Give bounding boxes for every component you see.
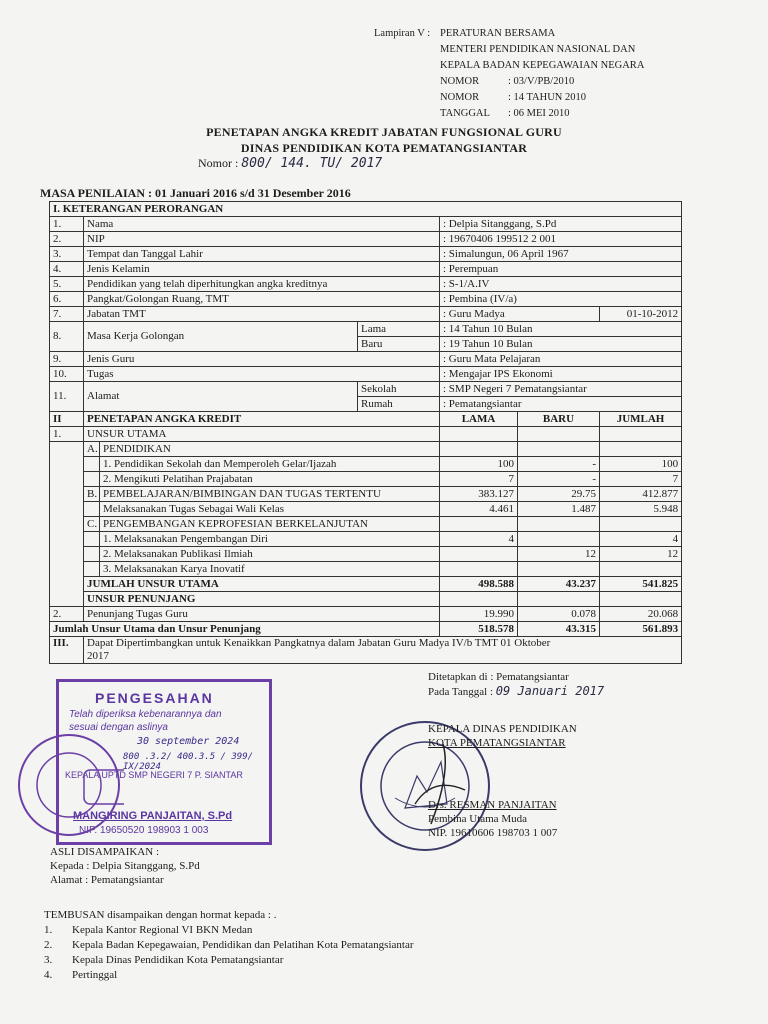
value-lama: 100 xyxy=(440,457,518,472)
value-baru xyxy=(518,532,600,547)
ref-value: : 03/V/PB/2010 xyxy=(508,76,575,87)
sub-label: Sekolah xyxy=(358,382,440,397)
value-baru: - xyxy=(518,472,600,487)
row-value: : 14 Tahun 10 Bulan xyxy=(440,322,682,337)
signer-nip: NIP. 19610606 198703 1 007 xyxy=(428,827,558,839)
column-header-lama: LAMA xyxy=(440,412,518,427)
table-row xyxy=(50,607,682,622)
ref-value: : 14 TAHUN 2010 xyxy=(508,92,587,103)
section-number: III. xyxy=(50,637,84,664)
lampiran-header xyxy=(374,26,644,122)
table-row xyxy=(50,262,682,277)
row-label: 1. Pendidikan Sekolah dan Memperoleh Gelar/Ijazah xyxy=(100,457,440,472)
signer-name: Drs. RESMAN PANJAITAN xyxy=(428,799,557,811)
ref-label: NOMOR xyxy=(440,76,480,87)
pengesahan-number-handwritten: 800 .3.2/ 400.3.5 / 399/ IX/2024 xyxy=(123,752,254,772)
row-number: 8. xyxy=(50,322,84,352)
value-baru: 29.75 xyxy=(518,487,600,502)
value-lama: 383.127 xyxy=(440,487,518,502)
table-row xyxy=(50,412,682,427)
lampiran-line: MENTERI PENDIDIKAN NASIONAL DAN xyxy=(440,44,636,55)
value-baru: 43.315 xyxy=(518,622,600,637)
column-header-jumlah: JUMLAH xyxy=(600,412,682,427)
table-row xyxy=(50,442,682,457)
table-row xyxy=(50,592,682,607)
row-value: : Pembina (IV/a) xyxy=(440,292,682,307)
value-lama: 498.588 xyxy=(440,577,518,592)
row-value: : Pematangsiantar xyxy=(440,397,682,412)
section-heading: I. KETERANGAN PERORANGAN xyxy=(50,202,682,217)
signer-office-line: KEPALA DINAS PENDIDIKAN xyxy=(428,723,577,735)
pengesahan-line: Telah diperiksa kebenarannya dan xyxy=(69,709,222,720)
row-value: : 19 Tahun 10 Bulan xyxy=(440,337,682,352)
signer-identity xyxy=(428,798,557,840)
row-label: Masa Kerja Golongan xyxy=(84,322,358,352)
row-number: 1. xyxy=(50,217,84,232)
ref-value: : 06 MEI 2010 xyxy=(508,108,570,119)
row-number: 9. xyxy=(50,352,84,367)
masa-penilaian: MASA PENILAIAN : 01 Januari 2016 s/d 31 Desember 2016 xyxy=(40,186,351,200)
tembusan-title: TEMBUSAN disampaikan dengan hormat kepada : . xyxy=(44,909,277,921)
row-value: : 19670406 199512 2 001 xyxy=(440,232,682,247)
table-row xyxy=(50,472,682,487)
row-value: : Perempuan xyxy=(440,262,682,277)
document-subtitle: DINAS PENDIDIKAN KOTA PEMATANGSIANTAR xyxy=(240,141,528,155)
value-lama xyxy=(440,547,518,562)
table-row xyxy=(50,427,682,442)
value-baru: - xyxy=(518,457,600,472)
table-row xyxy=(50,367,682,382)
jabatan-date: 01-10-2012 xyxy=(600,307,682,322)
ditetapkan-place: Ditetapkan di : Pematangsiantar xyxy=(428,671,569,683)
value-lama: 518.578 xyxy=(440,622,518,637)
pengesahan-nip: NIP. 19650520 198903 1 003 xyxy=(79,825,209,836)
row-label: PENDIDIKAN xyxy=(100,442,440,457)
list-item xyxy=(44,923,414,938)
table-row xyxy=(50,502,682,517)
list-number: 4. xyxy=(44,969,53,981)
row-label: Penunjang Tugas Guru xyxy=(84,607,440,622)
list-number: 3. xyxy=(44,954,53,966)
row-letter: A. xyxy=(84,442,100,457)
list-text: Pertinggal xyxy=(72,969,118,981)
lampiran-label: Lampiran V : xyxy=(374,28,431,39)
row-value: : Mengajar IPS Ekonomi xyxy=(440,367,682,382)
row-number: 1. xyxy=(50,427,84,442)
row-label: Pendidikan yang telah diperhitungkan angka kreditnya xyxy=(84,277,440,292)
table-row xyxy=(50,292,682,307)
row-label: 2. Melaksanakan Publikasi Ilmiah xyxy=(100,547,440,562)
value-baru: 12 xyxy=(518,547,600,562)
value-jumlah: 541.825 xyxy=(600,577,682,592)
asli-title: ASLI DISAMPAIKAN : xyxy=(50,846,159,858)
row-label: PEMBELAJARAN/BIMBINGAN DAN TUGAS TERTENTU xyxy=(100,487,440,502)
row-label: Jabatan TMT xyxy=(84,307,440,322)
row-value: : S-1/A.IV xyxy=(440,277,682,292)
list-text: Kepala Dinas Pendidikan Kota Pematangsiantar xyxy=(72,954,284,966)
sub-label: Rumah xyxy=(358,397,440,412)
section-number: II xyxy=(50,412,84,427)
table-row xyxy=(50,217,682,232)
value-jumlah: 20.068 xyxy=(600,607,682,622)
value-jumlah: 5.948 xyxy=(600,502,682,517)
row-label: Nama xyxy=(84,217,440,232)
row-label: UNSUR UTAMA xyxy=(84,427,440,442)
section3-line: 2017 xyxy=(87,650,109,662)
row-value: : SMP Negeri 7 Pematangsiantar xyxy=(440,382,682,397)
document-title: PENETAPAN ANGKA KREDIT JABATAN FUNGSIONAL GURU xyxy=(206,125,562,139)
row-value: : Guru Mata Pelajaran xyxy=(440,352,682,367)
row-number: 3. xyxy=(50,247,84,262)
table-row xyxy=(50,352,682,367)
section-heading: PENETAPAN ANGKA KREDIT xyxy=(84,412,440,427)
row-label: 1. Melaksanakan Pengembangan Diri xyxy=(100,532,440,547)
row-label: JUMLAH UNSUR UTAMA xyxy=(84,577,440,592)
table-row xyxy=(50,382,682,397)
lampiran-line: KEPALA BADAN KEPEGAWAIAN NEGARA xyxy=(440,60,645,71)
row-letter: C. xyxy=(84,517,100,532)
row-number: 5. xyxy=(50,277,84,292)
value-jumlah: 12 xyxy=(600,547,682,562)
value-jumlah: 561.893 xyxy=(600,622,682,637)
value-jumlah: 4 xyxy=(600,532,682,547)
ref-label: TANGGAL xyxy=(440,108,490,119)
row-value: : Delpia Sitanggang, S.Pd xyxy=(440,217,682,232)
ditetapkan-date-handwritten: 09 Januari 2017 xyxy=(495,684,605,698)
row-label: 2. Mengikuti Pelatihan Prajabatan xyxy=(100,472,440,487)
value-lama: 7 xyxy=(440,472,518,487)
row-label: Melaksanakan Tugas Sebagai Wali Kelas xyxy=(100,502,440,517)
column-header-baru: BARU xyxy=(518,412,600,427)
value-baru: 43.237 xyxy=(518,577,600,592)
signer-title xyxy=(428,722,577,750)
value-baru: 0.078 xyxy=(518,607,600,622)
value-lama xyxy=(440,562,518,577)
table-row xyxy=(50,202,682,217)
table-row xyxy=(50,322,682,337)
value-lama: 4 xyxy=(440,532,518,547)
value-jumlah: 100 xyxy=(600,457,682,472)
value-baru: 1.487 xyxy=(518,502,600,517)
nomor-handwritten: 800/ 144. TU/ 2017 xyxy=(241,156,383,171)
row-label: Pangkat/Golongan Ruang, TMT xyxy=(84,292,440,307)
ditetapkan-date-label: Pada Tanggal : xyxy=(428,686,494,698)
table-row xyxy=(50,277,682,292)
value-lama: 4.461 xyxy=(440,502,518,517)
row-number: 7. xyxy=(50,307,84,322)
ditetapkan-block xyxy=(428,670,604,699)
table-row xyxy=(50,547,682,562)
table-row xyxy=(50,532,682,547)
table-row xyxy=(50,232,682,247)
signer-rank: Pembina Utama Muda xyxy=(428,813,527,825)
table-row xyxy=(50,487,682,502)
row-number: 4. xyxy=(50,262,84,277)
asli-block xyxy=(50,845,200,887)
table-row xyxy=(50,457,682,472)
row-label: PENGEMBANGAN KEPROFESIAN BERKELANJUTAN xyxy=(100,517,440,532)
row-letter: B. xyxy=(84,487,100,502)
row-label: Jenis Guru xyxy=(84,352,440,367)
row-label: Jumlah Unsur Utama dan Unsur Penunjang xyxy=(50,622,440,637)
value-jumlah: 412.877 xyxy=(600,487,682,502)
table-row xyxy=(50,622,682,637)
pengesahan-title: PENGESAHAN xyxy=(95,690,214,706)
row-label: Jenis Kelamin xyxy=(84,262,440,277)
row-number: 6. xyxy=(50,292,84,307)
row-label: UNSUR PENUNJANG xyxy=(84,592,440,607)
row-label: Tempat dan Tanggal Lahir xyxy=(84,247,440,262)
table-row xyxy=(50,562,682,577)
value-lama: 19.990 xyxy=(440,607,518,622)
list-number: 1. xyxy=(44,924,53,936)
list-item xyxy=(44,968,414,983)
tembusan-block xyxy=(44,908,414,983)
asli-alamat: Alamat : Pematangsiantar xyxy=(50,874,164,886)
value-jumlah xyxy=(600,562,682,577)
list-text: Kepala Badan Kepegawaian, Pendidikan dan Pelatihan Kota Pematangsiantar xyxy=(72,939,414,951)
asli-kepada: Kepada : Delpia Sitanggang, S.Pd xyxy=(50,860,200,872)
value-baru xyxy=(518,562,600,577)
list-text: Kepala Kantor Regional VI BKN Medan xyxy=(72,924,253,936)
list-number: 2. xyxy=(44,939,53,951)
value-jumlah: 7 xyxy=(600,472,682,487)
sub-label: Baru xyxy=(358,337,440,352)
nomor-line xyxy=(198,156,382,171)
lampiran-line: PERATURAN BERSAMA xyxy=(440,28,556,39)
table-row xyxy=(50,637,682,664)
list-item xyxy=(44,938,414,953)
row-number: 11. xyxy=(50,382,84,412)
row-label: NIP xyxy=(84,232,440,247)
table-row xyxy=(50,577,682,592)
school-seal-stamp xyxy=(14,730,124,840)
row-number: 10. xyxy=(50,367,84,382)
credit-table xyxy=(49,201,682,664)
section3-text xyxy=(84,637,682,664)
row-number: 2. xyxy=(50,607,84,622)
pengesahan-kepala: KEPALA UPTD SMP NEGERI 7 P. SIANTAR xyxy=(65,770,243,780)
pengesahan-name: MANGIRING PANJAITAN, S.Pd xyxy=(73,810,233,822)
signer-office-line: KOTA PEMATANGSIANTAR xyxy=(428,737,566,749)
pengesahan-date-handwritten: 30 september 2024 xyxy=(137,736,240,747)
row-label: Alamat xyxy=(84,382,358,412)
pengesahan-line: sesuai dengan aslinya xyxy=(69,722,168,733)
row-number: 2. xyxy=(50,232,84,247)
sub-label: Lama xyxy=(358,322,440,337)
list-item xyxy=(44,953,414,968)
section3-line: Dapat Dipertimbangkan untuk Kenaikkan Pangkatnya dalam Jabatan Guru Madya IV/b TMT 01 Oktober xyxy=(87,637,551,649)
ref-label: NOMOR xyxy=(440,92,480,103)
table-row xyxy=(50,517,682,532)
row-value: : Guru Madya xyxy=(440,307,600,322)
row-label: 3. Melaksanakan Karya Inovatif xyxy=(100,562,440,577)
table-row xyxy=(50,247,682,262)
row-value: : Simalungun, 06 April 1967 xyxy=(440,247,682,262)
row-label: Tugas xyxy=(84,367,440,382)
nomor-label: Nomor : xyxy=(198,156,239,170)
table-row xyxy=(50,307,682,322)
